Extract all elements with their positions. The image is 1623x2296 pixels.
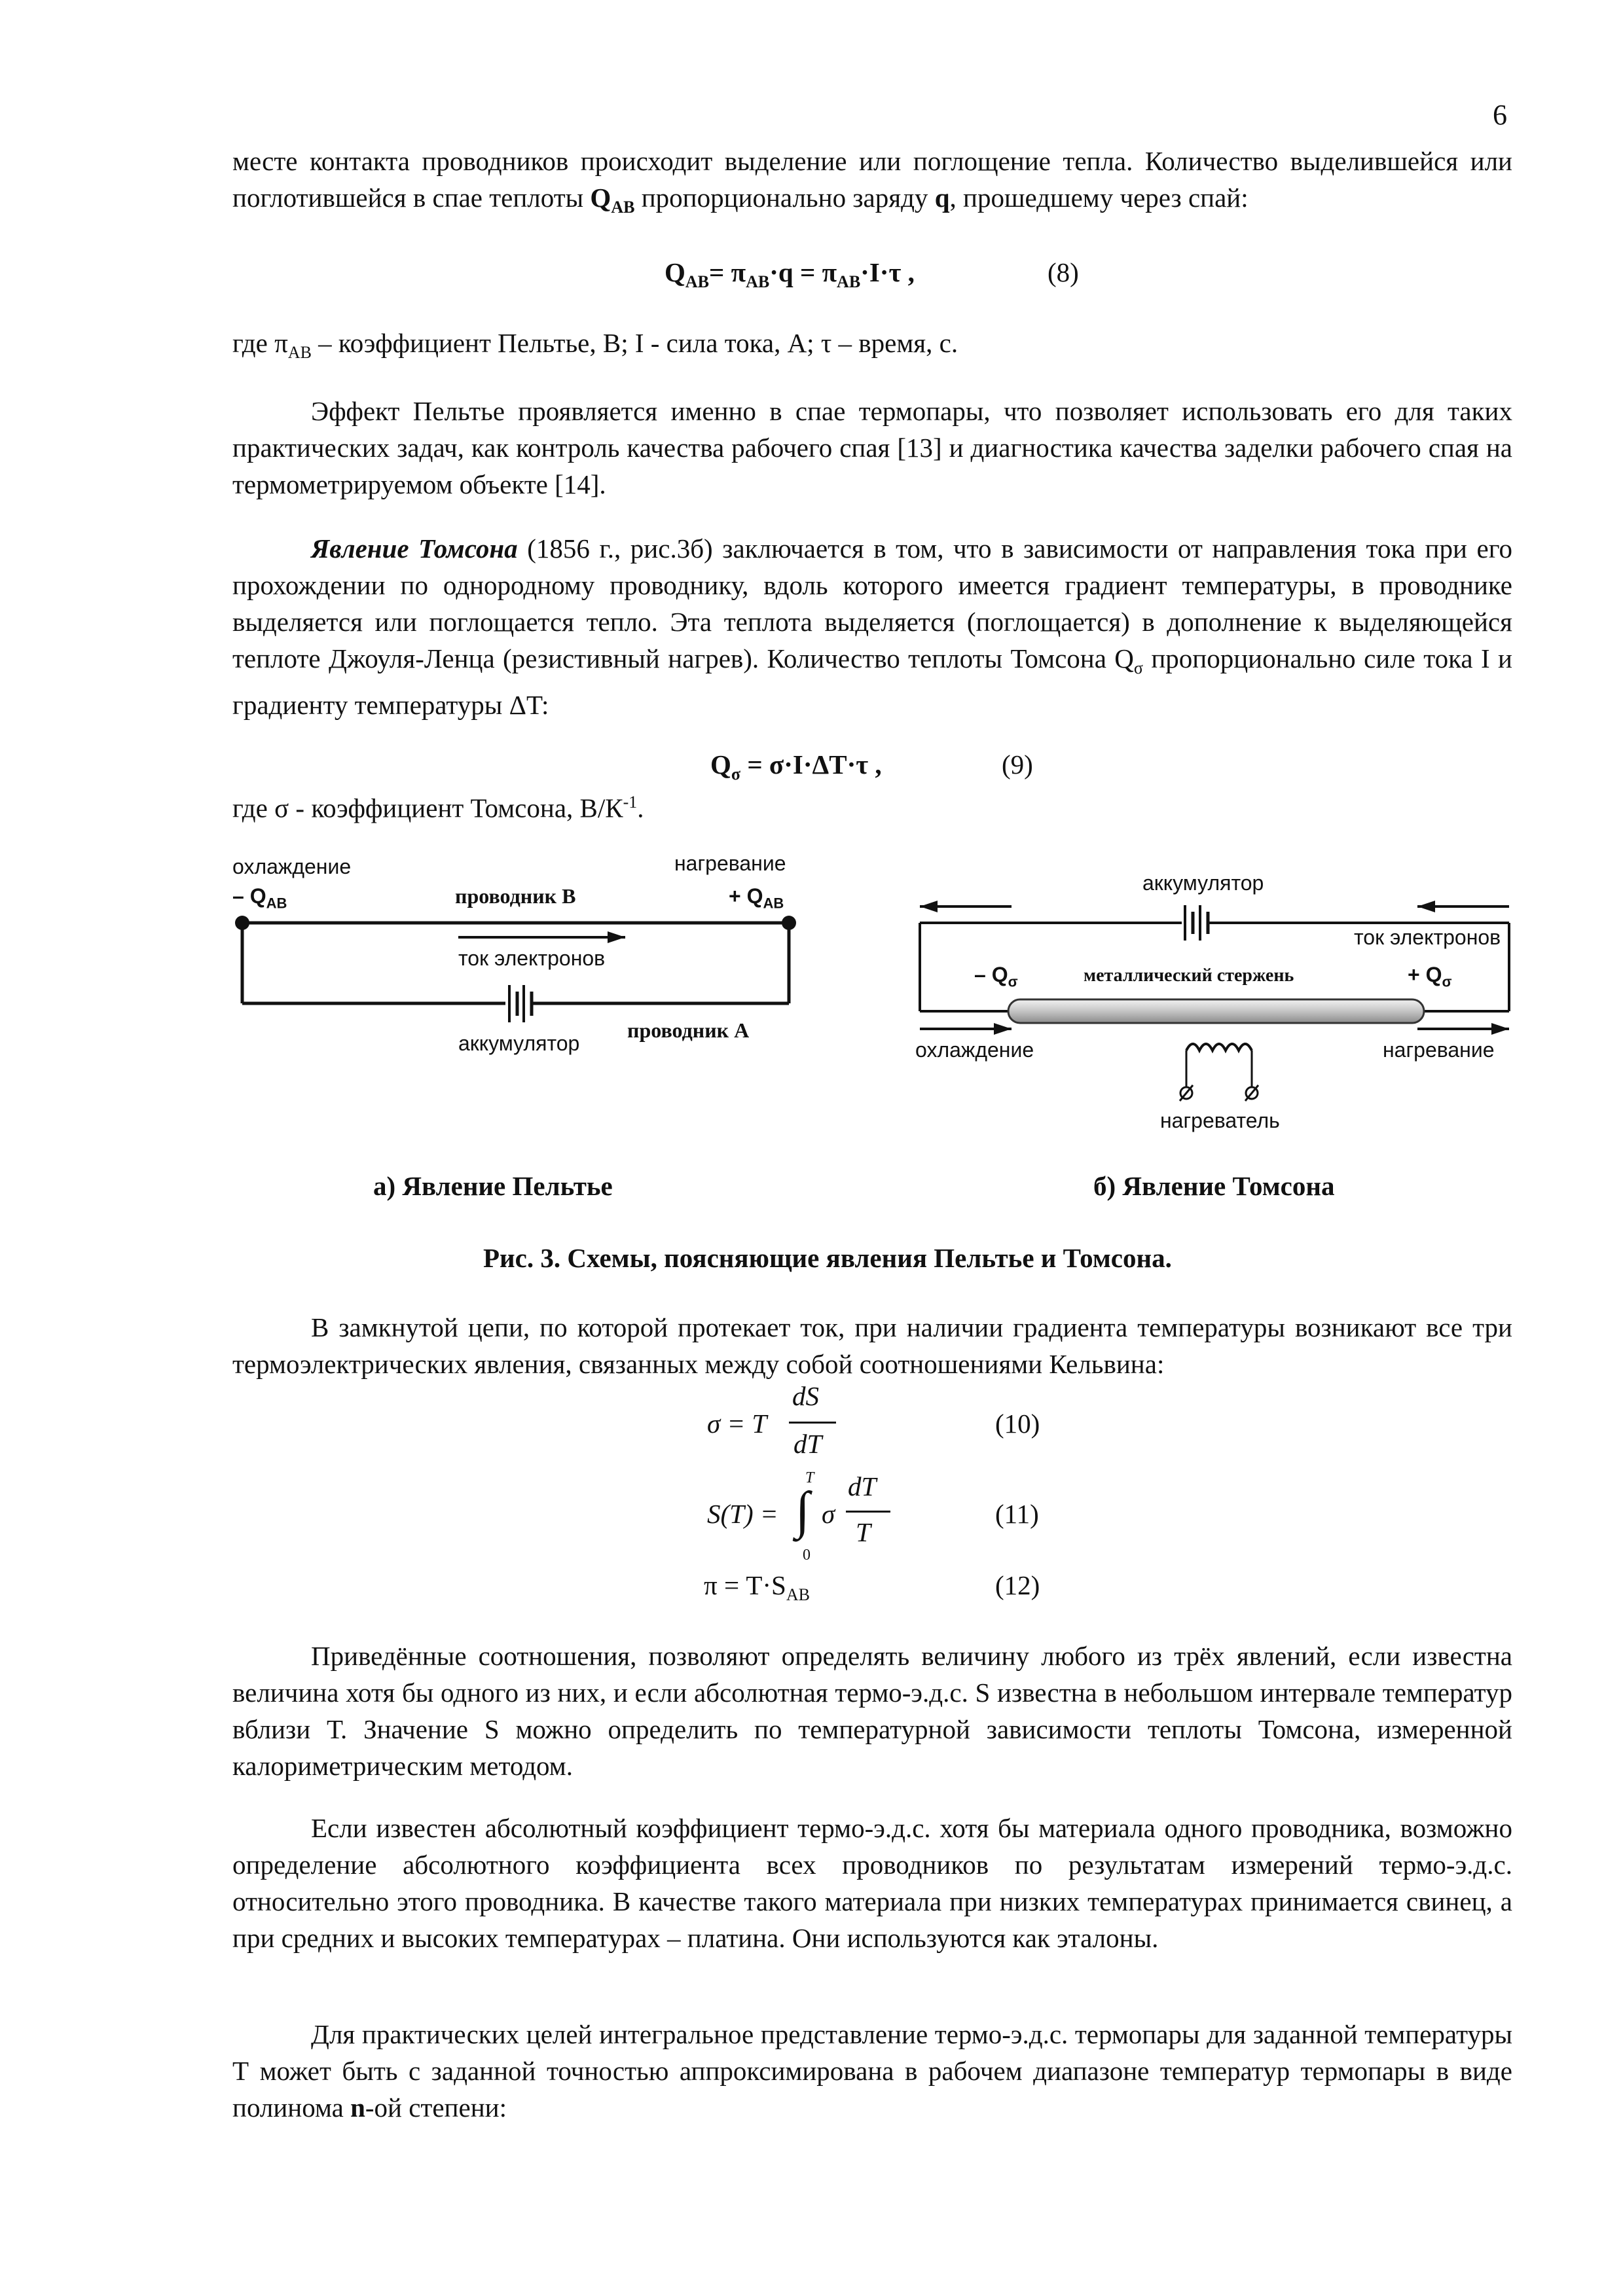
equation-9: $Q_\sigma = \sigma\cdot I\cdot\Delta T\cdot\tau$ ,: [710, 749, 882, 784]
label-heating-a: нагревание: [674, 852, 786, 875]
equation-12-number: (12): [995, 1570, 1040, 1600]
paragraph-reference-materials: Если известен абсолютный коэффициент термо-э.д.с. хотя бы материала одного проводника, возможно определение абсолютного коэффициента всех проводников по результатам измерений термо-э.д.с. относительно этого проводника. В качестве такого материала при низких температурах принимается свинец, а при средних и высоких температурах – платина. Они используются как эталоны.: [232, 1813, 1512, 1953]
label-minus-q-ab: – $Q_{AB}$: [232, 884, 287, 912]
q-ab-symbol: $Q_{AB}$: [590, 183, 635, 217]
label-heater: нагреватель: [1160, 1109, 1280, 1132]
page-number: 6: [1493, 99, 1507, 131]
equation-8-number: (8): [1048, 257, 1079, 287]
equation-9-number: (9): [1002, 749, 1033, 780]
equation-11-number: (11): [995, 1499, 1039, 1529]
paragraph-kelvin: В замкнутой цепи, по которой протекает ток, при наличии градиента температуры возникают все три термоэлектрических явления, связанных между собой соотношениями Кельвина:: [232, 1312, 1512, 1379]
label-battery-a: аккумулятор: [458, 1031, 580, 1055]
label-electron-current-b: ток электронов: [1354, 925, 1501, 949]
text: , прошедшему через спай:: [949, 183, 1249, 213]
label-battery-b: аккумулятор: [1142, 871, 1264, 895]
label-electron-current-a: ток электронов: [458, 946, 606, 970]
paragraph-polynomial: Для практических целей интегральное представление термо-э.д.с. термопары для заданной температуры Т может быть с заданной точностью аппроксимирована в рабочем диапазоне температур термопары в виде полинома n-ой степени:: [232, 2019, 1512, 2123]
text: пропорционально заряду: [634, 183, 935, 213]
label-metal-rod: металлический стержень: [1084, 965, 1294, 986]
figure-caption: Рис. 3. Схемы, поясняющие явления Пельтье и Томсона.: [483, 1243, 1172, 1273]
equation-12: $\pi = T\cdot S_{AB}$: [704, 1570, 810, 1605]
q-symbol: q: [934, 183, 950, 213]
equation-10-number: (10): [995, 1408, 1040, 1439]
where-thomson: где σ - коэффициент Томсона, $В/К^{-1}$.: [232, 793, 644, 823]
label-cooling-a: охлаждение: [232, 855, 352, 878]
label-conductor-a: проводник А: [627, 1018, 750, 1042]
label-minus-q-sigma: – $Q_\sigma$: [974, 963, 1018, 990]
paragraph-peltier-usage: Эффект Пельтье проявляется именно в спае термопары, что позволяет использовать его для таких практических задач, как контроль качества рабочего спая [13] и диагностика качества заделки рабочего спая на термометрируемом объекте [14].: [232, 396, 1512, 499]
n-symbol: n: [350, 2092, 365, 2123]
label-conductor-b: проводник В: [455, 884, 576, 908]
label-plus-q-ab: + $Q_{AB}$: [729, 884, 784, 912]
text: месте контакта проводников происходит выделение или поглощение тепла. Количество выделившейся или поглотившейся в спае теплоты: [232, 146, 1512, 213]
label-heating-b: нагревание: [1383, 1038, 1495, 1062]
label-plus-q-sigma: + $Q_\sigma$: [1408, 963, 1452, 990]
label-cooling-b: охлаждение: [915, 1038, 1034, 1062]
caption-thomson: б) Явление Томсона: [1093, 1171, 1335, 1201]
thomson-title: Явление Томсона: [311, 533, 518, 564]
paragraph-relations: Приведённые соотношения, позволяют определять величину любого из трёх явлений, если известна величина хотя бы одного из них, и если абсолютная термо-э.д.с. S известна в небольшом интервале температур вблизи Т. Значение S можно определить по температурной зависимости теплоты Томсона, измеренной калориметрическим методом.: [232, 1641, 1512, 1781]
paragraph-thomson: Явление Томсона (1856 г., рис.3б) заключается в том, что в зависимости от направления тока при его прохождении по однородному проводнику, вдоль которого имеется градиент температуры, в проводнике выделяется или поглощается тепло. Эта теплота выделяется (поглощается) в дополнение к выделяющейся теплоте Джоуля-Ленца (резистивный нагрев). Количество теплоты Томсона $Q_\sigma$ пропорционально силе тока I и градиенту температуры ΔT:: [232, 533, 1512, 721]
caption-peltier: а) Явление Пельтье: [373, 1171, 613, 1201]
equation-8: $Q_{AB}= \pi_{AB}\cdot q = \pi_{AB}\cdot I\cdot\tau$ ,: [665, 257, 915, 292]
where-peltier: где $\pi_{AB}$ – коэффициент Пельтье, В; I - сила тока, А; τ – время, с.: [232, 328, 958, 363]
